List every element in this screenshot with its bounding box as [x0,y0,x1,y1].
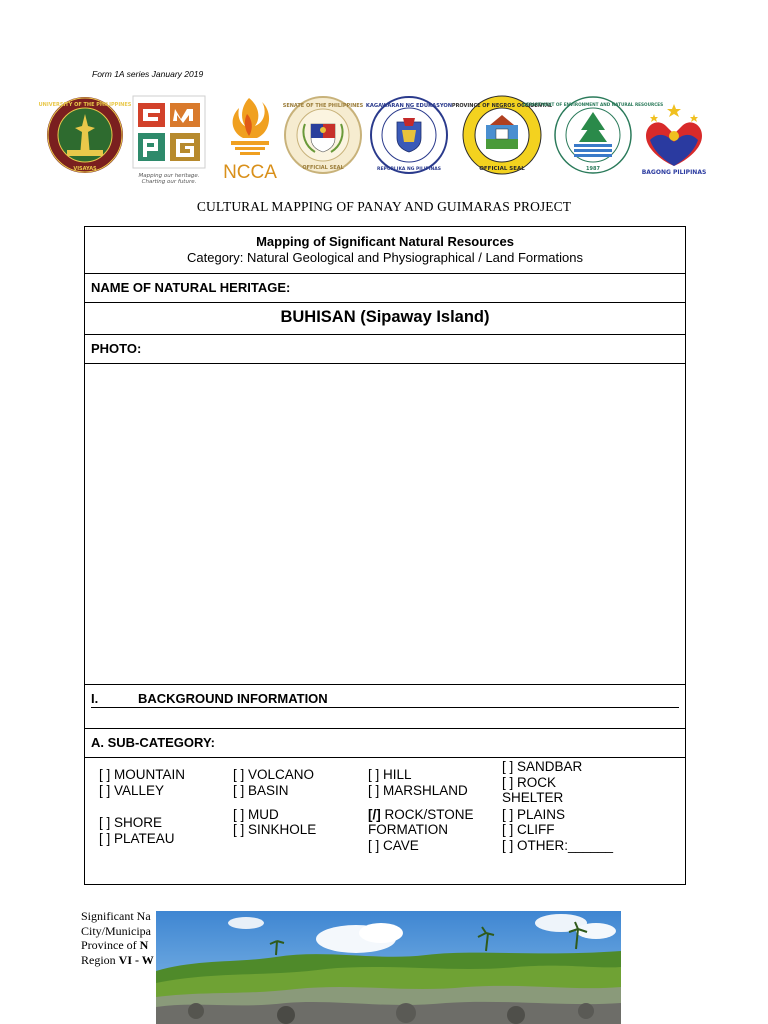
negros-bottom-text: OFFICIAL SEAL [479,166,525,172]
deped-seal [365,96,453,174]
name-value-row [85,303,685,335]
option-rock-stone-formation[interactable] [368,807,474,823]
sipaway-landscape-photo [156,911,621,1024]
name-label: NAME OF NATURAL HERITAGE: [91,280,291,295]
option-mud[interactable]: [ ] MUD [233,807,279,822]
project-title: CULTURAL MAPPING OF PANAY AND GUIMARAS PROJECT [196,199,572,214]
option-plains[interactable]: [ ] PLAINS [502,807,566,822]
form-category: Category: Natural Geological and Physiographical / Land Formations [187,250,583,265]
section-title: BACKGROUND INFORMATION [138,691,328,706]
up-visayas-bottom-text: VISAYAS [73,166,97,172]
province-value: N [139,938,149,952]
option-cave[interactable]: [ ] CAVE [368,838,419,853]
subcategory-label: A. SUB-CATEGORY: [91,735,215,750]
option-volcano[interactable]: [ ] VOLCANO [233,767,315,782]
option-sandbar[interactable]: [ ] SANDBAR [502,759,583,774]
section-number: I. [91,691,99,706]
rock-stone-checkmark: [/] [368,807,381,822]
senate-bottom-text: OFFICIAL SEAL [302,165,344,171]
option-rock-stone-formation-line2: FORMATION [368,822,448,837]
name-label-row [85,274,685,303]
section-underline [91,707,679,708]
option-mountain[interactable]: [ ] MOUNTAIN [99,767,185,782]
province-line [81,938,154,953]
significant-natural-line: Significant Na [81,909,151,923]
option-basin[interactable]: [ ] BASIN [233,783,289,798]
option-sinkhole[interactable]: [ ] SINKHOLE [233,822,317,837]
negros-occidental-seal [451,95,553,175]
option-hill[interactable]: [ ] HILL [368,767,412,782]
denr-bottom-text: 1987 [586,166,600,172]
deped-bottom-text: REPUBLIKA NG PILIPINAS [376,167,442,172]
subcategory-options [85,758,685,884]
deped-ring-text: KAGAWARAN NG EDUKASYON [365,103,453,109]
form-header-row [85,227,685,274]
form-heading: Mapping of Significant Natural Resources [256,234,514,249]
option-other[interactable]: [ ] OTHER:______ [502,838,614,853]
option-plateau[interactable]: [ ] PLATEAU [99,831,175,846]
photo-area [85,364,685,685]
heritage-name-value: BUHISAN (Sipaway Island) [280,308,490,326]
form-series-label: Form 1A series January 2019 [92,69,204,79]
logo-strip [40,92,720,187]
option-cliff[interactable]: [ ] CLIFF [502,822,555,837]
up-visayas-seal [38,96,132,174]
city-municipality-line: City/Municipa [81,923,151,938]
province-label: Province of [81,938,140,952]
up-visayas-ring-text: UNIVERSITY OF THE PHILIPPINES [38,102,132,108]
option-rock-shelter-line2: SHELTER [502,790,564,805]
region-value: VI - W [118,952,154,967]
bagong-pilipinas-text: BAGONG PILIPINAS [641,169,707,176]
location-details [81,909,154,967]
cmpg-caption-2: Charting our future. [141,179,197,185]
photo-label-row [85,335,685,364]
denr-ring-text: DEPARTMENT OF ENVIRONMENT AND NATURAL RESOURCES [522,102,664,107]
background-info-row [85,685,685,729]
region-label: Region [81,952,119,967]
rock-stone-label: ROCK/STONE [380,807,474,822]
region-line [81,953,154,968]
bagong-pilipinas-logo [638,102,718,178]
denr-seal [522,96,664,174]
heritage-form-table [84,226,686,885]
ncca-text: NCCA [223,162,277,183]
option-shore[interactable]: [ ] SHORE [99,815,163,830]
ncca-logo [215,92,285,184]
cmpg-caption-1: Mapping our heritage. [138,173,200,179]
photo-label: PHOTO: [91,341,142,356]
senate-seal [283,96,363,174]
cmpg-logo [132,95,210,185]
option-valley[interactable]: [ ] VALLEY [99,783,165,798]
subcategory-row [85,729,685,758]
option-marshland[interactable]: [ ] MARSHLAND [368,783,468,798]
senate-ring-text: SENATE OF THE PHILIPPINES [282,103,364,109]
negros-ring-text: PROVINCE OF NEGROS OCCIDENTAL [451,103,553,109]
option-rock-shelter[interactable]: [ ] ROCK [502,775,557,790]
